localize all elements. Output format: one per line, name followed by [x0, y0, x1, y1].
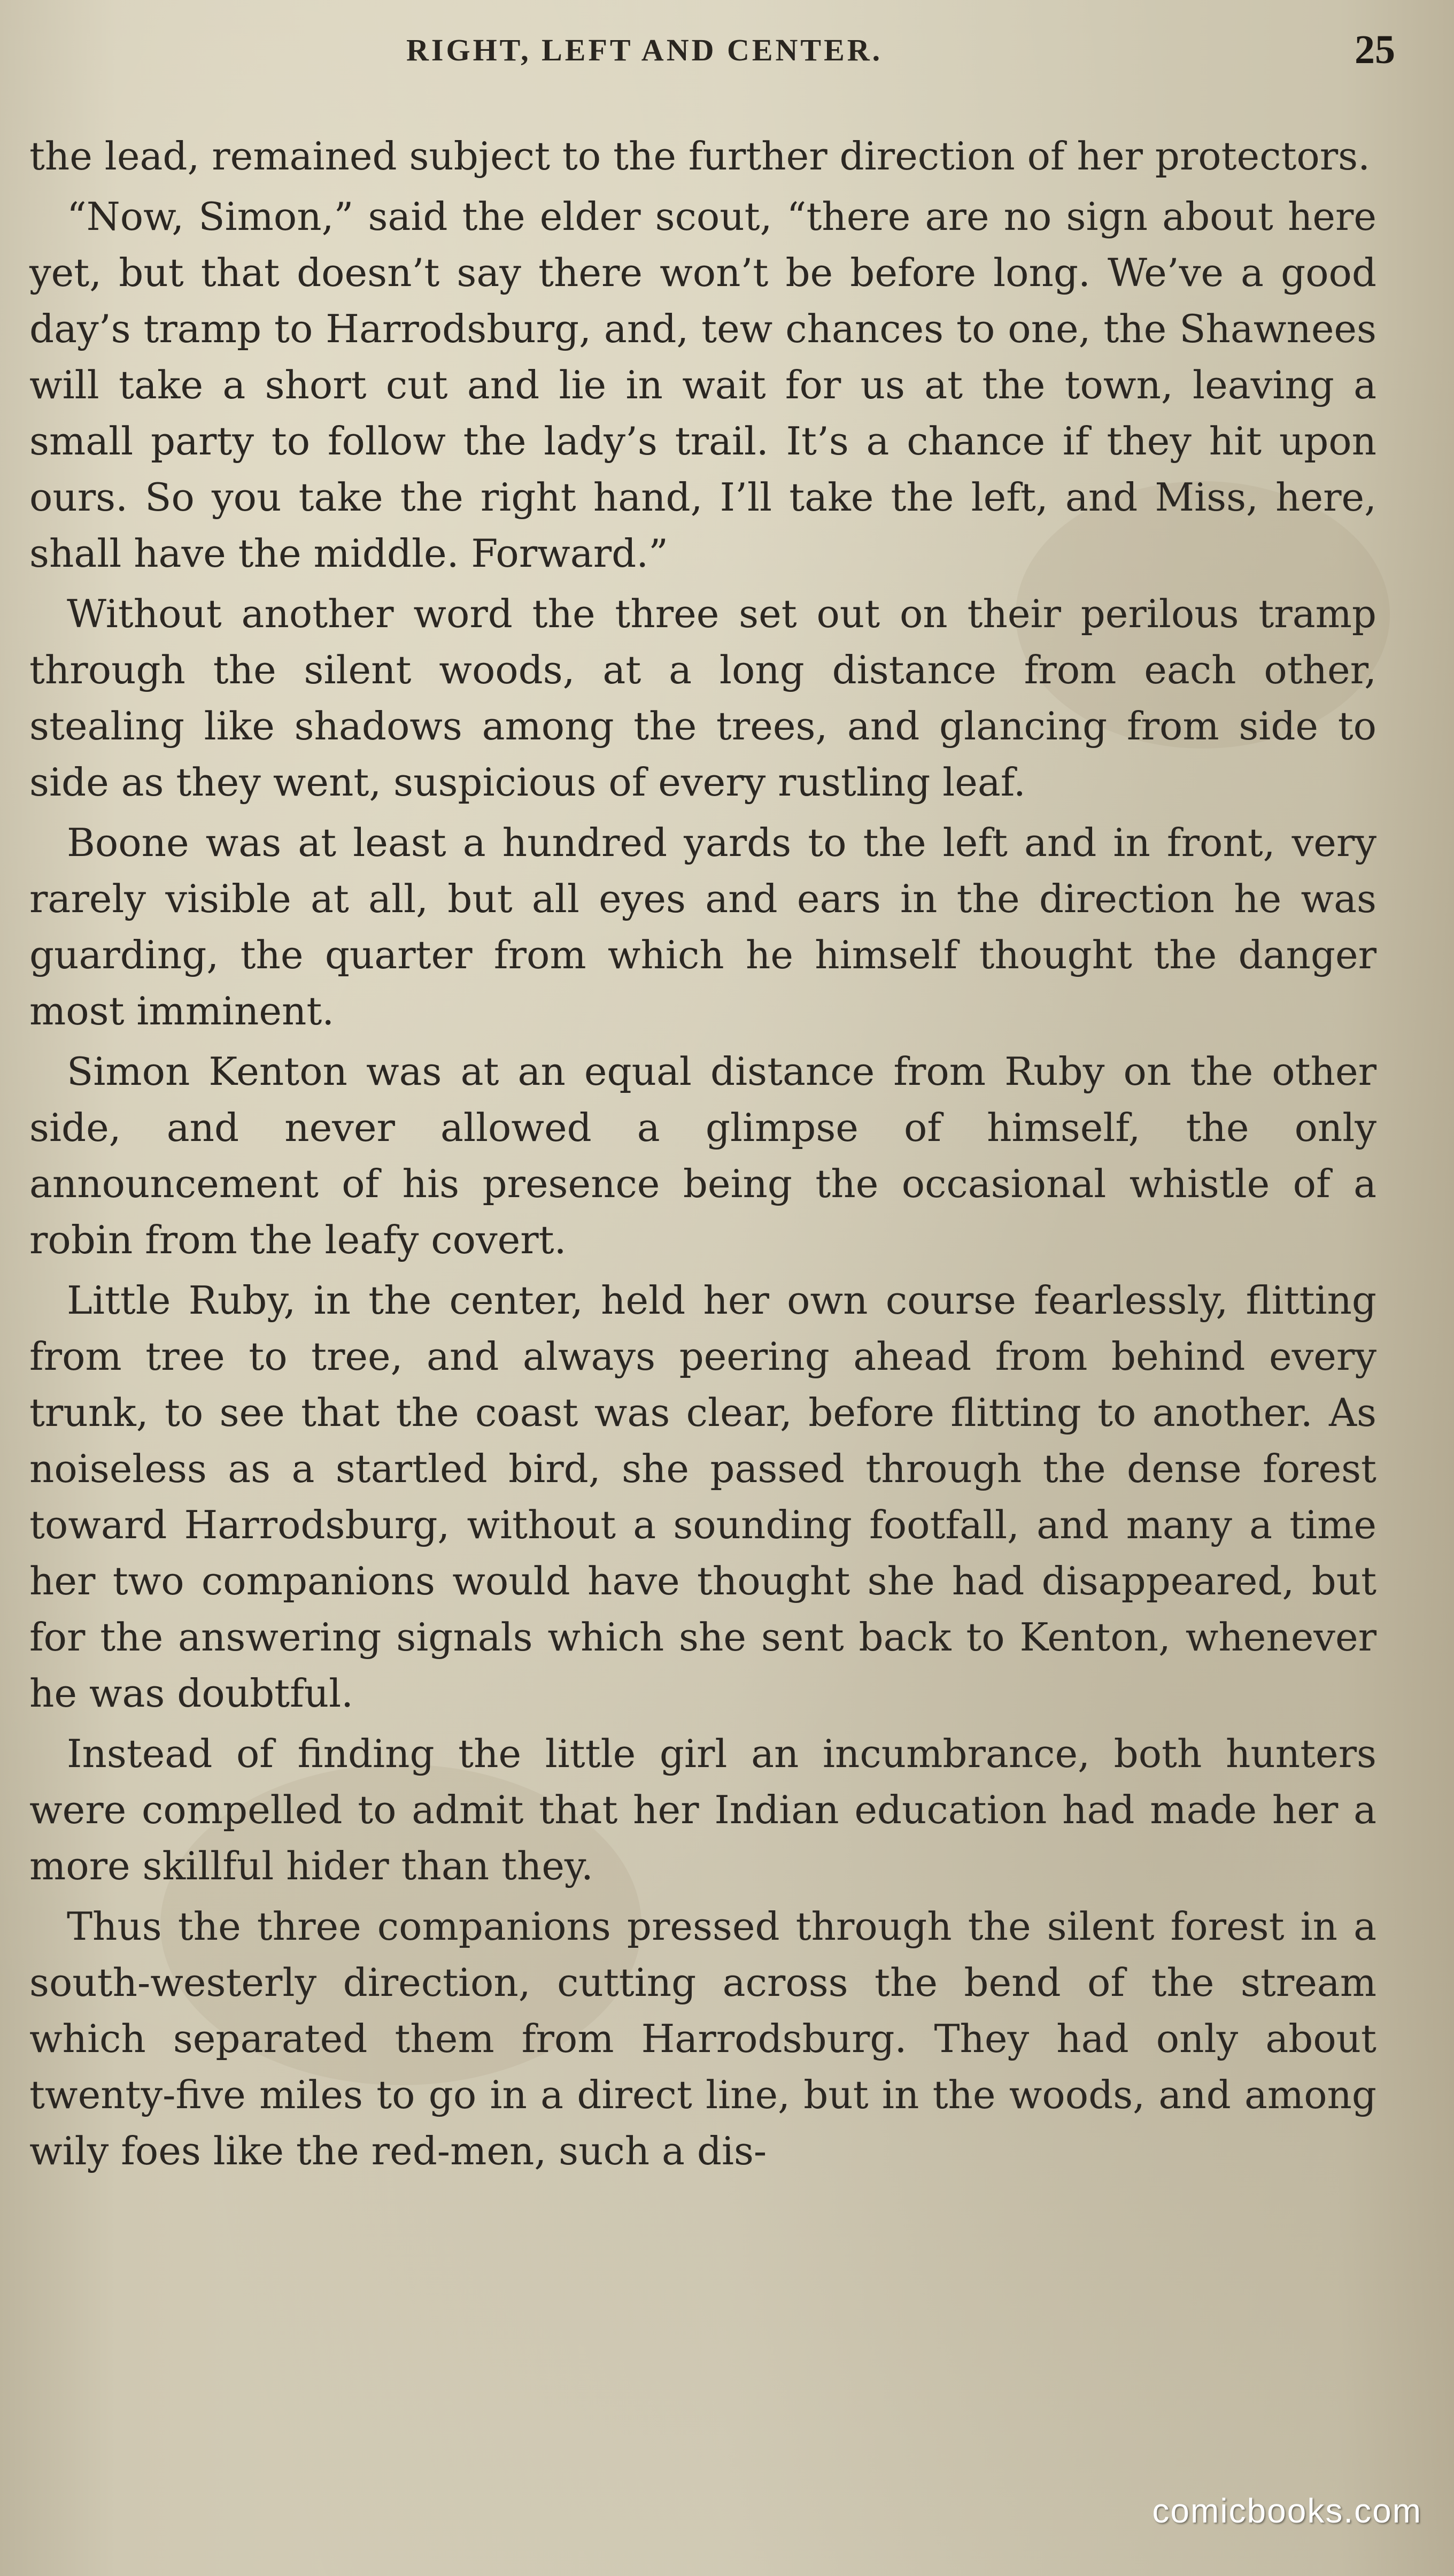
- paragraph: Without another word the three set out on their perilous tramp through the silent woods, at a long distance from each other, stealing like shadows among the trees, and glancing from side to side as they went, suspicious of every rustling leaf.: [29, 591, 1376, 805]
- paragraph: Boone was at least a hundred yards to the left and in front, very rarely visible at all, but all eyes and ears in the direction he was guarding, the quarter from which he himself thought the danger most imminent.: [29, 820, 1376, 1034]
- paragraph: Simon Kenton was at an equal distance from Ruby on the other side, and never allowed a glimpse of himself, the only announcement of his presence being the occasional whistle of a robin from the leafy covert.: [29, 1049, 1376, 1262]
- paragraph: Little Ruby, in the center, held her own course fearlessly, flitting from tree to tree, and always peering ahead from behind every trunk, to see that the coast was clear, before flitting to another. As noiseless as a startled bird, she passed through the dense forest toward Harrodsburg, without a sounding footfall, and many a time her two companions would have thought she had disappeared, but for the answering signals which she sent back to Kenton, whenever he was doubtful.: [29, 1278, 1376, 1716]
- paragraph: “Now, Simon,” said the elder scout, “there are no sign about here yet, but that doesn’t say there won’t be before long. We’ve a good day’s tramp to Harrodsburg, and, tew chances to one, the Shawnees will take a short cut and lie in wait for us at the town, leaving a small party to follow the lady’s trail. It’s a chance if they hit upon ours. So you take the right hand, I’ll take the left, and Miss, here, shall have the middle. Forward.”: [29, 194, 1376, 576]
- page-number: 25: [1355, 27, 1395, 72]
- watermark: comicbooks.com: [1152, 2492, 1422, 2530]
- page-header: [0, 21, 1454, 86]
- paragraph: Thus the three companions pressed through the silent forest in a south-westerly direction, cutting across the bend of the stream which separated them from Harrodsburg. They had only about twenty-five miles to go in a direct line, but in the woods, and among wily foes like the red-men, such a dis-: [29, 1904, 1376, 2173]
- running-head: RIGHT, LEFT AND CENTER.: [406, 33, 883, 67]
- body-text: [29, 128, 1376, 2184]
- paragraph: Instead of finding the little girl an incumbrance, both hunters were compelled to admit that her Indian education had made her a more skillful hider than they.: [29, 1731, 1376, 1888]
- paragraph: the lead, remained subject to the further direction of her protectors.: [29, 134, 1371, 179]
